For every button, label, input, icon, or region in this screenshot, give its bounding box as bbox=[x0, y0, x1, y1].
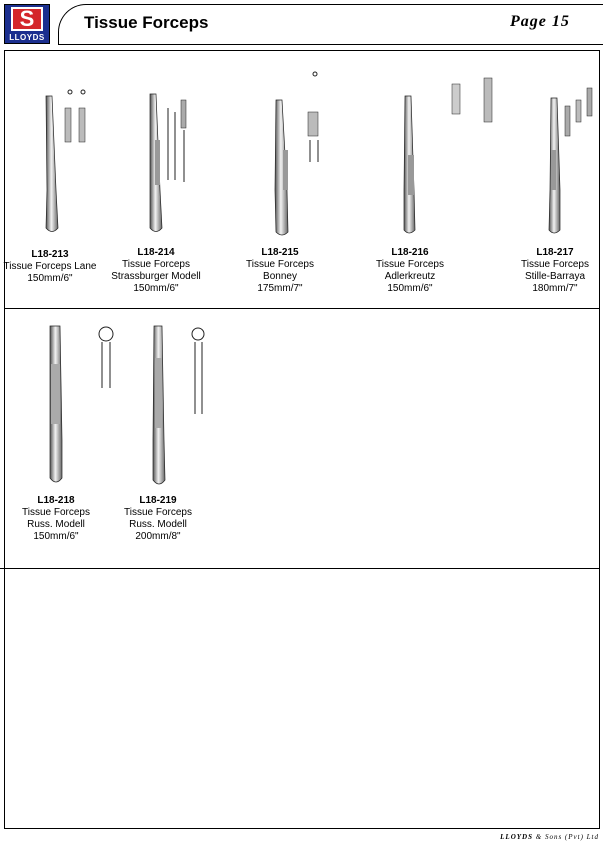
product-name: Tissue Forceps bbox=[22, 507, 90, 518]
product-name: Tissue Forceps bbox=[246, 259, 314, 270]
forceps-image-L18-214 bbox=[150, 94, 186, 232]
product-code: L18-217 bbox=[536, 247, 574, 258]
forceps-image-L18-215 bbox=[275, 72, 318, 235]
product-size: 150mm/6" bbox=[133, 283, 179, 294]
product-L18-215 bbox=[232, 247, 328, 295]
product-name: Tissue Forceps Lane bbox=[3, 261, 97, 272]
logo-letter: S bbox=[11, 7, 43, 31]
product-L18-217 bbox=[508, 247, 602, 295]
forceps-image-L18-213 bbox=[46, 90, 85, 232]
product-model: Bonney bbox=[263, 271, 297, 282]
footer-rest: & Sons (Pvt) Ltd bbox=[535, 833, 599, 841]
product-size: 150mm/6" bbox=[33, 531, 79, 542]
product-model: Adlerkreutz bbox=[384, 271, 436, 282]
row-divider-1 bbox=[4, 308, 600, 309]
product-size: 200mm/8" bbox=[135, 531, 181, 542]
forceps-image-L18-218 bbox=[50, 326, 113, 482]
lloyds-logo bbox=[4, 4, 50, 44]
product-L18-214 bbox=[104, 247, 208, 295]
product-size: 150mm/6" bbox=[27, 273, 73, 284]
header-top-rule bbox=[86, 4, 603, 5]
product-name: Tissue Forceps bbox=[124, 507, 192, 518]
product-model: Russ. Modell bbox=[129, 519, 187, 530]
product-model: Stille-Barraya bbox=[524, 271, 586, 282]
product-code: L18-219 bbox=[139, 495, 177, 506]
product-code: L18-216 bbox=[391, 247, 429, 258]
product-L18-213 bbox=[0, 249, 100, 285]
product-L18-218 bbox=[8, 495, 104, 543]
instrument-illustrations-row2 bbox=[0, 320, 603, 495]
product-size: 180mm/7" bbox=[532, 283, 578, 294]
product-name: Tissue Forceps bbox=[122, 259, 190, 270]
forceps-image-L18-217 bbox=[549, 88, 592, 233]
page-number: Page 15 bbox=[510, 13, 570, 30]
product-name: Tissue Forceps bbox=[521, 259, 589, 270]
product-code: L18-214 bbox=[137, 247, 175, 258]
forceps-image-L18-219 bbox=[153, 326, 204, 484]
footer-company bbox=[500, 833, 599, 842]
product-L18-216 bbox=[362, 247, 458, 295]
footer-brand: LLOYDS bbox=[500, 833, 533, 841]
instrument-illustrations-row1 bbox=[0, 60, 603, 250]
row-divider-2 bbox=[0, 568, 600, 569]
product-L18-219 bbox=[110, 495, 206, 543]
forceps-image-L18-216 bbox=[404, 78, 492, 233]
product-model: Strassburger Modell bbox=[111, 271, 201, 282]
product-name: Tissue Forceps bbox=[376, 259, 444, 270]
logo-text: LLOYDS bbox=[9, 33, 45, 42]
product-size: 175mm/7" bbox=[257, 283, 303, 294]
header-rule bbox=[58, 44, 603, 45]
product-model: Russ. Modell bbox=[27, 519, 85, 530]
product-code: L18-218 bbox=[37, 495, 75, 506]
product-code: L18-213 bbox=[31, 249, 69, 260]
page-title: Tissue Forceps bbox=[84, 13, 209, 32]
product-code: L18-215 bbox=[261, 247, 299, 258]
product-size: 150mm/6" bbox=[387, 283, 433, 294]
